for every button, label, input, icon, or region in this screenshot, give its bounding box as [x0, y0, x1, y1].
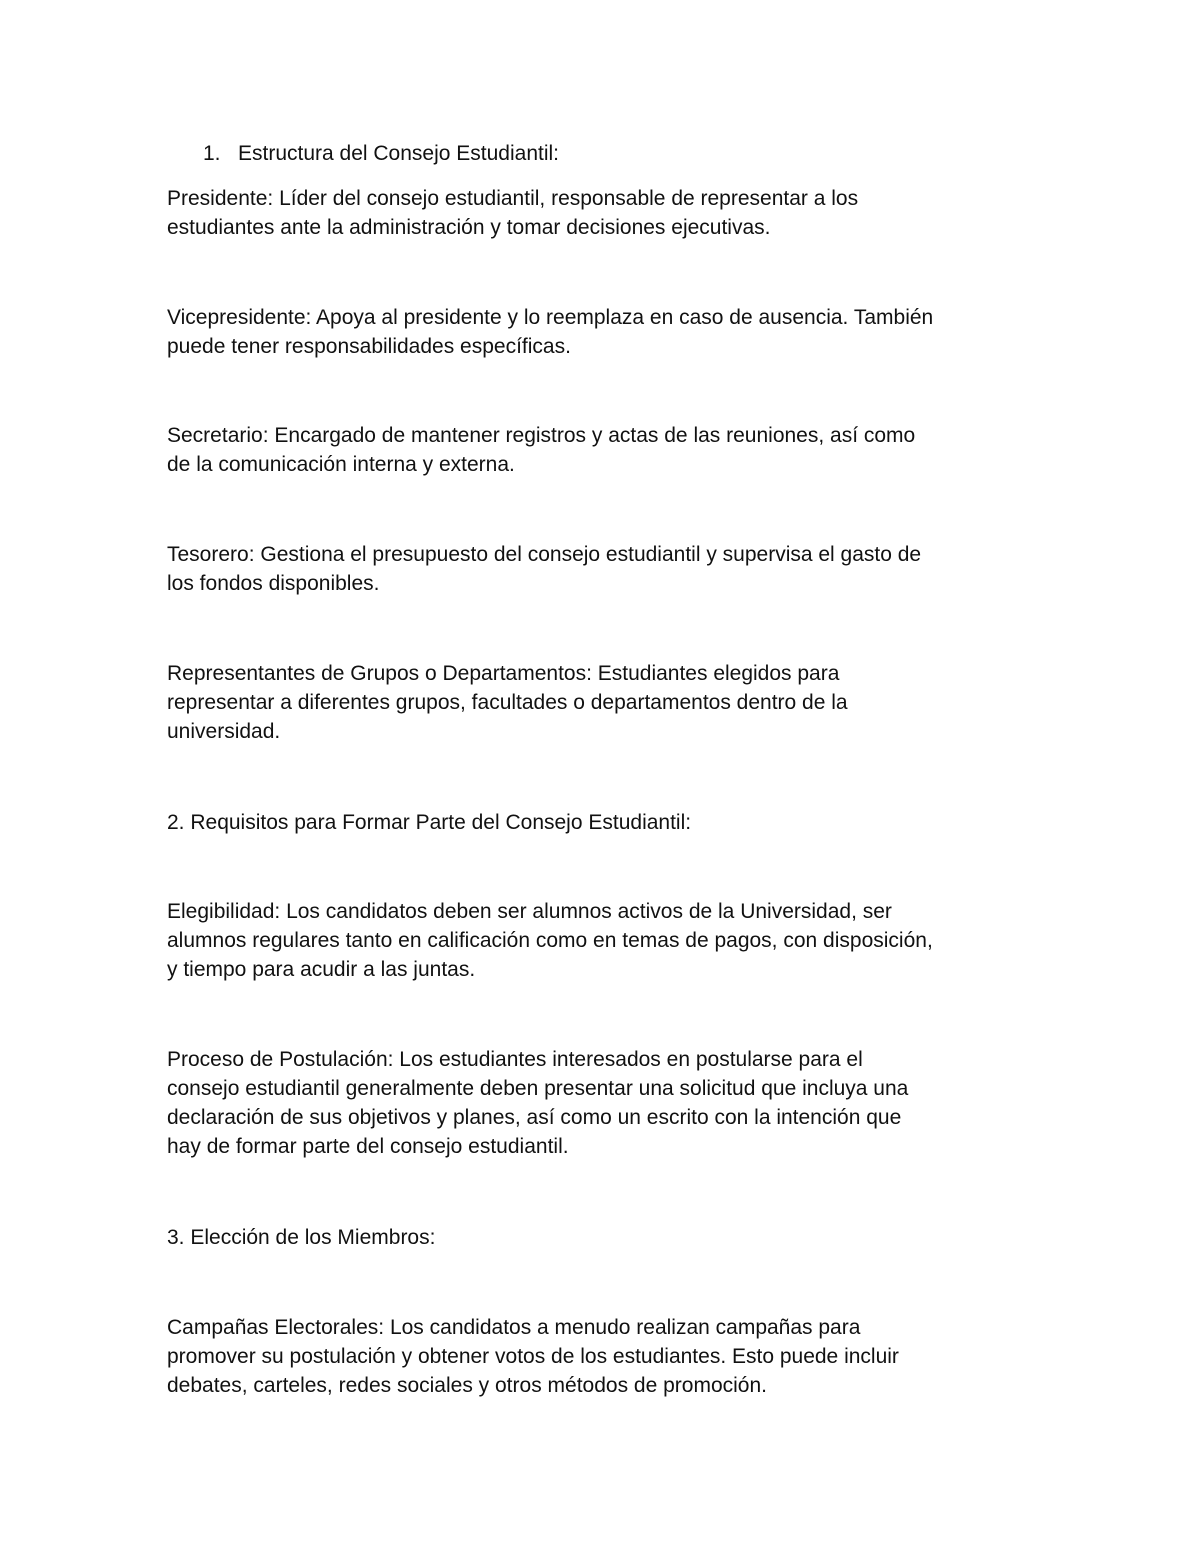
- list-number-1: 1.: [203, 142, 221, 165]
- paragraph-campanas: Campañas Electorales: Los candidatos a menudo realizan campañas para promover su postulación y obtener votos de los estudiantes. Esto puede incluir debates, carteles, redes sociales y otros métodos de promoción.: [167, 1316, 899, 1397]
- section-heading-election: 3. Elección de los Miembros:: [167, 1226, 436, 1249]
- paragraph-vicepresidente: Vicepresidente: Apoya al presidente y lo reemplaza en caso de ausencia. También puede tener responsabilidades específicas.: [167, 306, 934, 358]
- paragraph-postulacion: Proceso de Postulación: Los estudiantes interesados en postularse para el consejo estudiantil generalmente deben presentar una solicitud que incluya una declaración de sus objetivos y planes, así como un escrito con la intención que hay de formar parte del consejo estudiantil.: [167, 1048, 909, 1158]
- section-heading-structure: Estructura del Consejo Estudiantil:: [238, 142, 559, 165]
- paragraph-secretario: Secretario: Encargado de mantener registros y actas de las reuniones, así como de la comunicación interna y externa.: [167, 424, 916, 476]
- section-heading-requirements: 2. Requisitos para Formar Parte del Consejo Estudiantil:: [167, 811, 692, 834]
- paragraph-tesorero: Tesorero: Gestiona el presupuesto del consejo estudiantil y supervisa el gasto de los fondos disponibles.: [167, 543, 922, 595]
- paragraph-representantes: Representantes de Grupos o Departamentos: Estudiantes elegidos para representar a diferentes grupos, facultades o departamentos dentro de la universidad.: [167, 662, 848, 743]
- paragraph-elegibilidad: Elegibilidad: Los candidatos deben ser alumnos activos de la Universidad, ser alumnos regulares tanto en calificación como en temas de pagos, con disposición, y tiempo para acudir a las juntas.: [167, 900, 933, 981]
- paragraph-presidente: Presidente: Líder del consejo estudiantil, responsable de representar a los estudiantes ante la administración y tomar decisiones ejecutivas.: [167, 187, 859, 239]
